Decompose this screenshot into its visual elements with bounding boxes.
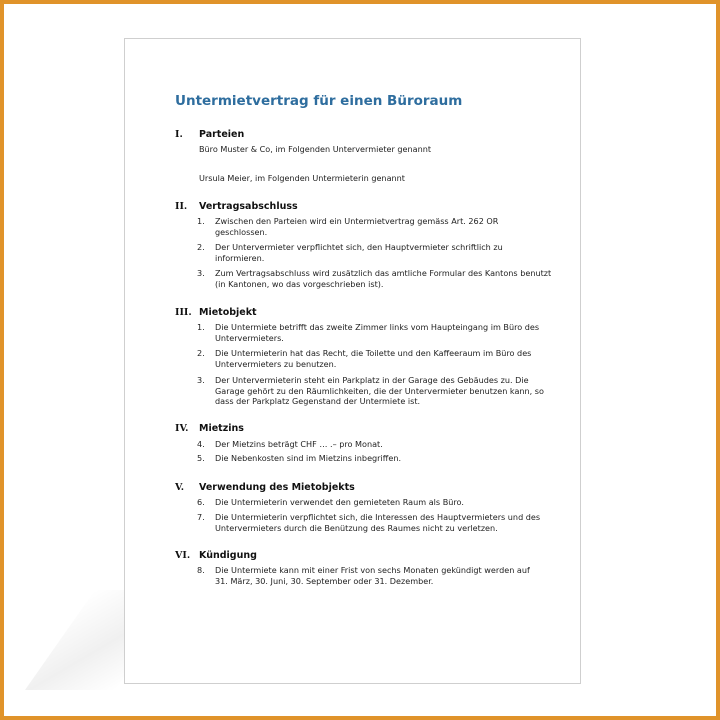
item-line: Die Untermiete kann mit einer Frist von sechs Monaten gekündigt werden auf (215, 565, 530, 575)
section-number: III. (175, 307, 192, 318)
document-title: Untermietvertrag für einen Büroraum (175, 93, 463, 109)
section-number: IV. (175, 423, 189, 434)
item-line: Untervermieters zu benutzen. (215, 358, 337, 369)
section-heading-parteien (175, 129, 244, 140)
item-line: Die Untermieterin hat das Recht, die Toilette und den Kaffeeraum im Büro des (215, 348, 532, 358)
item-number: 1. (197, 216, 205, 226)
item-number: 2. (197, 348, 205, 358)
item-line: Der Untervermieter verpflichtet sich, den Hauptvermieter schriftlich zu (215, 242, 503, 252)
party-landlord: Büro Muster & Co, im Folgenden Untervermieter genannt (199, 144, 432, 154)
section-number: V. (175, 482, 185, 493)
item-line: Garage gehört zu den Räumlichkeiten, die der Untervermieter benutzen kann, so (215, 385, 544, 396)
item-number: 8. (197, 565, 205, 575)
item-line: 31. März, 30. Juni, 30. September oder 31. Dezember. (215, 575, 434, 586)
item-line: (in Kantonen, wo das vorgeschrieben ist). (215, 278, 384, 289)
item-line: Untervermieters durch die Benützung des Raumes nicht zu verletzen. (215, 522, 498, 533)
item-line: Untervermieters. (215, 332, 284, 343)
section-number: VI. (175, 550, 191, 561)
item-number: 3. (197, 375, 205, 385)
item-number: 7. (197, 512, 205, 522)
item-number: 4. (197, 439, 205, 449)
item-line: Die Nebenkosten sind im Mietzins inbegriffen. (215, 453, 402, 463)
section-heading-verwendung (175, 482, 355, 493)
item-line: geschlossen. (215, 226, 268, 237)
item-number: 6. (197, 497, 205, 507)
section-title: Mietobjekt (199, 307, 257, 318)
item-number: 1. (197, 322, 205, 332)
document-page (124, 38, 581, 684)
item-number: 5. (197, 453, 205, 463)
item-line: Die Untermieterin verwendet den gemieteten Raum als Büro. (215, 497, 464, 507)
item-line: Die Untermiete betrifft das zweite Zimmer links vom Haupteingang im Büro des (215, 322, 540, 332)
item-line: Die Untermieterin verpflichtet sich, die Interessen des Hauptvermieters und des (215, 512, 541, 522)
section-title: Vertragsabschluss (199, 201, 298, 212)
section-heading-mietzins (175, 423, 244, 434)
section-title: Parteien (199, 129, 245, 140)
item-line: Der Untervermieterin steht ein Parkplatz in der Garage des Gebäudes zu. Die (215, 375, 529, 385)
item-line: informieren. (215, 252, 265, 263)
section-number: I. (175, 129, 183, 140)
section-heading-vertragsabschluss (175, 201, 298, 212)
section-title: Kündigung (199, 550, 257, 561)
item-number: 2. (197, 242, 205, 252)
item-line: dass der Parkplatz Gegenstand der Untermiete ist. (215, 396, 421, 406)
section-title: Mietzins (199, 423, 244, 434)
item-line: Der Mietzins beträgt CHF … .– pro Monat. (215, 439, 383, 449)
section-number: II. (175, 201, 188, 212)
item-line: Zum Vertragsabschluss wird zusätzlich das amtliche Formular des Kantons benutzt (215, 268, 552, 278)
section-title: Verwendung des Mietobjekts (199, 482, 355, 493)
item-line: Zwischen den Parteien wird ein Untermietvertrag gemäss Art. 262 OR (215, 216, 499, 226)
item-number: 3. (197, 268, 205, 278)
section-heading-mietobjekt (175, 307, 257, 318)
party-tenant: Ursula Meier, im Folgenden Untermieterin genannt (199, 173, 405, 183)
section-heading-kuendigung (175, 550, 257, 561)
